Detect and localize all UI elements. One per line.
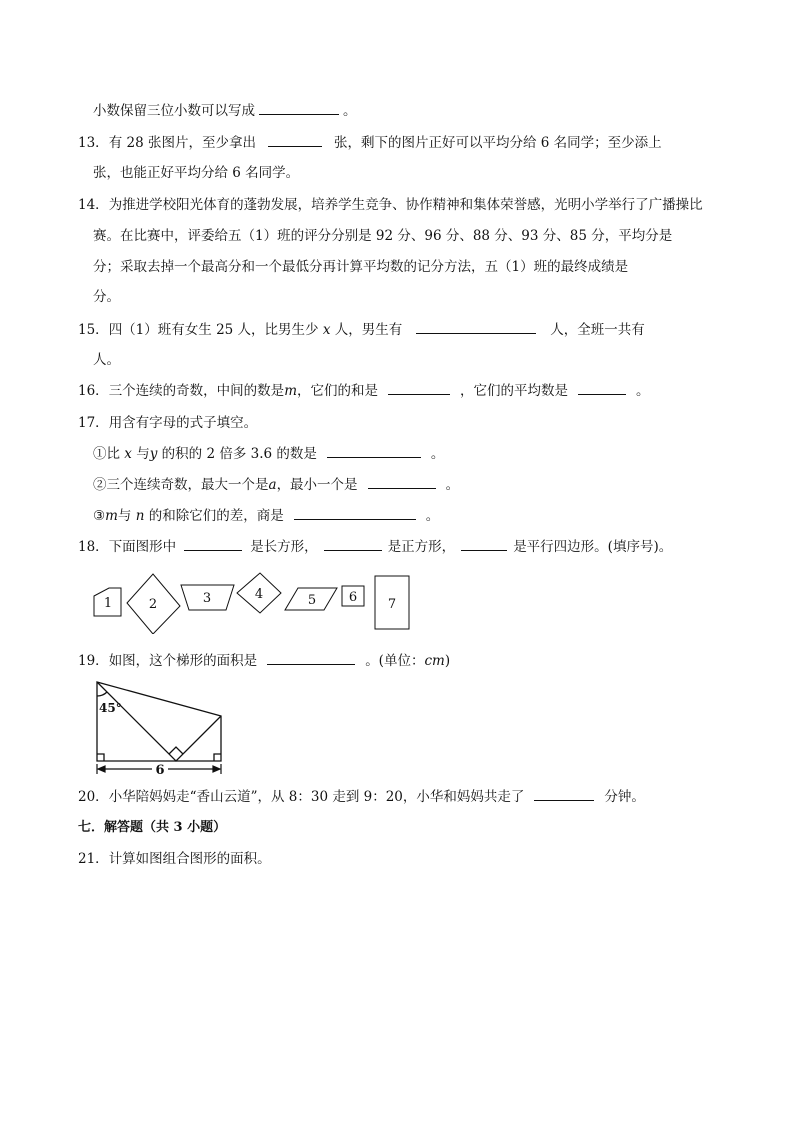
q17-sub1-text-b: 与 <box>136 446 150 462</box>
q17-sub1-end: 。 <box>430 446 445 462</box>
q16-variable-m: m <box>284 383 297 399</box>
q17-sub1 <box>93 444 444 464</box>
right-angle-mark-bottom <box>169 747 183 754</box>
q13-answer-blank-1[interactable] <box>268 133 322 147</box>
q15-text-line2: 人。 <box>93 352 120 368</box>
q14-number: 14． <box>78 197 109 213</box>
shape-label-5: 5 <box>307 593 317 608</box>
q14-line3 <box>93 257 628 277</box>
q17-sub1-text-a: 比 <box>106 446 120 462</box>
q17-title: 用含有字母的式子填空。 <box>108 415 258 431</box>
shape-label-1: 1 <box>103 596 113 611</box>
q13-text-a: 有 28 张图片，至少拿出 <box>108 135 256 151</box>
q15-line2 <box>93 350 120 370</box>
q17-sub3-answer-blank[interactable] <box>294 506 416 520</box>
q17-variable-m: m <box>105 508 118 524</box>
q16-text-c: ，它们的平均数是 <box>460 383 568 399</box>
q12-end: 。 <box>343 103 357 119</box>
q18-shapes-figure <box>90 568 420 634</box>
angle-label: 45° <box>99 701 122 715</box>
trapezoid-outline <box>97 682 221 761</box>
base-length-label: 6 <box>155 763 165 778</box>
q19-unit: cm <box>424 653 445 669</box>
q19-answer-blank[interactable] <box>267 651 355 665</box>
q21-line <box>78 849 271 869</box>
inner-right-triangle-lines <box>97 682 221 761</box>
shape-label-6: 6 <box>348 590 358 605</box>
q18-text-d: 是平行四边形。(填序号)。 <box>513 539 673 555</box>
q16-text-a: 三个连续的奇数，中间的数是 <box>108 383 285 399</box>
dimension-arrow-right <box>213 766 220 772</box>
q14-text-line1: 为推进学校阳光体育的蓬勃发展，培养学生竞争、协作精神和集体荣誉感，光明小学举行了广播操比 <box>108 197 703 213</box>
q12-text: 小数保留三位小数可以写成 <box>93 103 255 119</box>
q15-text-c: 人，全班一共有 <box>550 322 645 338</box>
shape-label-4: 4 <box>254 587 264 602</box>
q19-text-b: 。(单位： <box>365 653 425 669</box>
q19-trapezoid-figure <box>90 678 230 782</box>
q17-variable-a: a <box>268 477 277 493</box>
q17-sub3-mark: ③ <box>93 508 106 524</box>
q18-answer-blank-3[interactable] <box>461 537 507 551</box>
q18-answer-blank-1[interactable] <box>184 537 242 551</box>
q16-line <box>78 381 650 401</box>
q15-answer-blank-1[interactable] <box>416 320 536 334</box>
q14-line4 <box>93 287 120 307</box>
q19-number: 19． <box>78 653 109 669</box>
shape-label-2: 2 <box>148 597 158 612</box>
q12-answer-blank[interactable] <box>259 101 339 115</box>
q17-number: 17． <box>78 415 109 431</box>
q18-text-a: 下面图形中 <box>108 539 177 555</box>
q17-variable-x: x <box>124 446 132 462</box>
q13-text-line2: 张，也能正好平均分给 6 名同学。 <box>93 165 300 181</box>
q17-sub1-answer-blank[interactable] <box>327 444 421 458</box>
q19-text-c: ) <box>444 653 451 669</box>
q17-sub3-text-a: 与 <box>117 508 132 524</box>
q15-text-a: 四（1）班有女生 25 人，比男生少 <box>108 322 319 338</box>
q17-variable-n: n <box>135 508 145 524</box>
q16-text-b: ，它们的和是 <box>297 383 378 399</box>
q18-line <box>78 537 672 557</box>
q14-text-line4: 分。 <box>93 289 120 305</box>
q17-variable-y: y <box>149 446 158 462</box>
q17-sub1-text-c: 的积的 2 倍多 3.6 的数是 <box>161 446 317 462</box>
q17-sub1-mark: ① <box>93 446 107 462</box>
q19-text-a: 如图，这个梯形的面积是 <box>108 653 258 669</box>
q14-text-line3: 分；采取去掉一个最高分和一个最低分再计算平均数的记分方法，五（1）班的最终成绩是 <box>93 259 629 275</box>
q16-answer-blank-1[interactable] <box>388 381 450 395</box>
q17-sub2-text-a: 三个连续奇数，最大一个是 <box>106 477 269 493</box>
shape-label-7: 7 <box>387 597 397 612</box>
q17-title-line <box>78 413 257 433</box>
q13-number: 13． <box>78 135 109 151</box>
q16-answer-blank-2[interactable] <box>578 381 626 395</box>
q19-line <box>78 651 450 671</box>
q13-line2 <box>93 163 299 183</box>
angle-arc <box>97 692 107 696</box>
q20-answer-blank[interactable] <box>534 787 594 801</box>
q14-line1 <box>78 195 703 215</box>
q14-line2 <box>93 226 672 246</box>
q13-text-b: 张，剩下的图片正好可以平均分给 6 名同学；至少添上 <box>333 135 662 151</box>
q13-line1 <box>78 133 662 153</box>
q17-sub3-text-b: 的和除它们的差，商是 <box>148 508 284 524</box>
q18-answer-blank-2[interactable] <box>324 537 382 551</box>
q18-number: 18． <box>78 539 109 555</box>
q15-variable-x: x <box>322 322 331 338</box>
q14-text-line2: 赛。在比赛中，评委给五（1）班的评分分别是 92 分、96 分、88 分、93 分、85 分，平均分是 <box>93 228 673 244</box>
q20-text-a: 小华陪妈妈走“香山云道”，从 8：30 走到 9：20，小华和妈妈共走了 <box>108 789 525 805</box>
section-7-heading <box>78 818 226 838</box>
dimension-arrow-left <box>98 766 105 772</box>
q12-continuation <box>93 101 357 121</box>
q16-number: 16． <box>78 383 109 399</box>
q16-end: 。 <box>636 383 650 399</box>
q15-text-b: 人，男生有 <box>334 322 403 338</box>
q17-sub2-end: 。 <box>445 477 460 493</box>
q20-text-b: 分钟。 <box>604 789 645 805</box>
q17-sub2 <box>93 475 459 495</box>
q20-number: 20． <box>78 789 109 805</box>
q17-sub3-end: 。 <box>425 508 440 524</box>
q18-text-b: 是长方形， <box>250 539 318 555</box>
q17-sub2-text-b: ，最小一个是 <box>276 477 358 493</box>
q17-sub2-answer-blank[interactable] <box>368 475 436 489</box>
q21-text: 计算如图组合图形的面积。 <box>108 851 271 867</box>
section-7-title: 七．解答题（共 3 小题） <box>78 820 227 835</box>
shape-label-3: 3 <box>202 591 212 606</box>
q18-text-c: 是正方形， <box>387 539 456 555</box>
q17-sub2-mark: ② <box>93 477 107 493</box>
right-angle-mark-right <box>214 754 221 761</box>
q21-number: 21． <box>78 851 109 867</box>
q15-number: 15． <box>78 322 109 338</box>
right-angle-mark-left <box>97 754 104 761</box>
q17-sub3 <box>93 506 439 526</box>
q20-line <box>78 787 645 807</box>
q15-line1 <box>78 320 645 340</box>
